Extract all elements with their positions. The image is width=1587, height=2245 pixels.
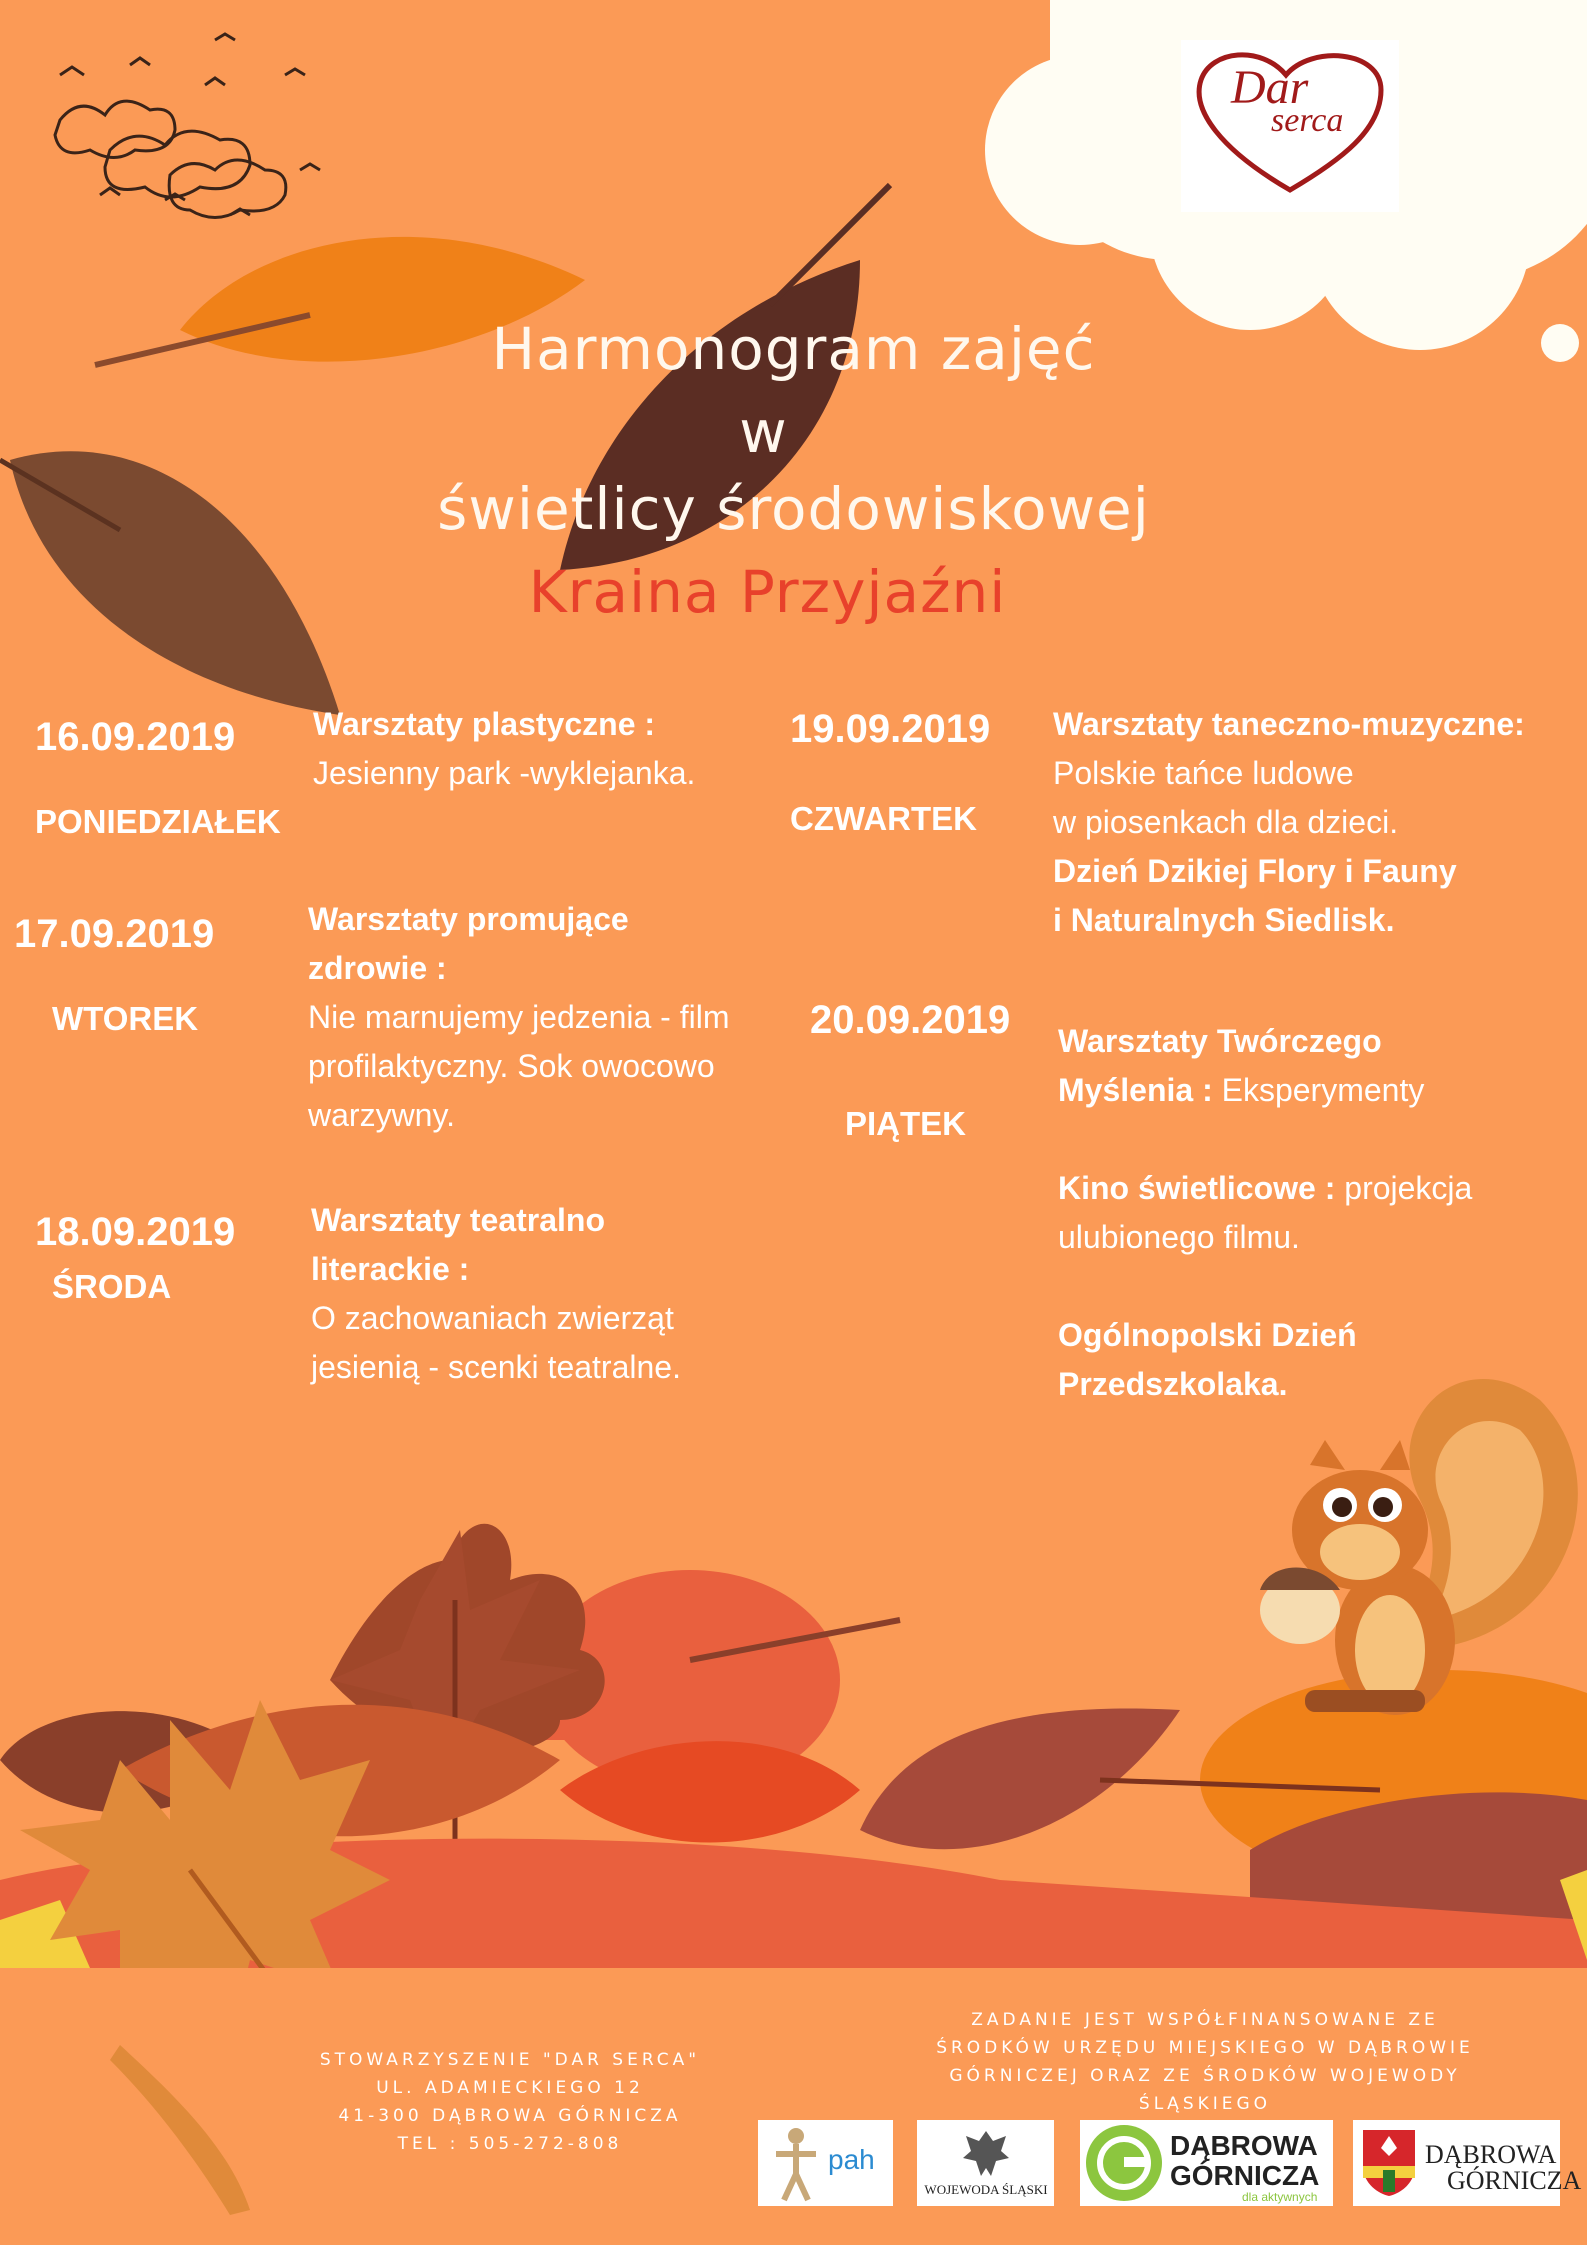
entry-line (1053, 896, 1525, 945)
entry-line (308, 1091, 729, 1140)
entry-line (1058, 1262, 1472, 1311)
title-line-2: w (739, 398, 788, 466)
eagle-icon (961, 2126, 1011, 2181)
entry-heading: zdrowie : (308, 950, 447, 986)
entry-text: profilaktyczny. Sok owocowo (308, 1048, 715, 1084)
day-friday: PIĄTEK (845, 1105, 967, 1142)
entry-tuesday (308, 895, 729, 1140)
entry-heading: Dzień Dzikiej Flory i Fauny (1053, 853, 1457, 889)
entry-line (1058, 1017, 1472, 1066)
dg-text-1: DĄBROWA (1170, 2130, 1318, 2161)
pah-text: pah (828, 2144, 875, 2175)
entry-thursday (1053, 700, 1525, 945)
entry-line (1058, 1213, 1472, 1262)
address-line: TEL : 505-272-808 (397, 2134, 623, 2154)
funding-line: ŚRODKÓW URZĘDU MIEJSKIEGO W DĄBROWIE (936, 2038, 1474, 2058)
entry-text: w piosenkach dla dzieci. (1053, 804, 1399, 840)
dabrowa-gornicza-aktywni-logo (1080, 2120, 1333, 2206)
date-friday: 20.09.2019 (810, 998, 1011, 1042)
dg2-text-2: GÓRNICZA (1447, 2166, 1582, 2195)
entry-line (308, 1042, 729, 1091)
entry-heading: Ogólnopolski Dzień (1058, 1317, 1357, 1353)
day-tuesday: WTOREK (52, 1000, 199, 1037)
address-line: 41-300 DĄBROWA GÓRNICZA (338, 2106, 682, 2126)
entry-heading: Przedszkolaka. (1058, 1366, 1288, 1402)
entry-line (1058, 1360, 1472, 1409)
entry-line (1053, 798, 1525, 847)
entry-heading: Warsztaty plastyczne : (313, 706, 656, 742)
entry-monday (313, 700, 695, 798)
entry-line (1058, 1164, 1472, 1213)
date-tuesday: 17.09.2019 (14, 912, 215, 956)
entry-heading: literackie : (311, 1251, 470, 1287)
entry-line (1058, 1311, 1472, 1360)
entry-wednesday (311, 1196, 681, 1392)
entry-line (1053, 749, 1525, 798)
day-wednesday: ŚRODA (52, 1268, 172, 1305)
funding-line: ŚLĄSKIEGO (1138, 2094, 1272, 2114)
dg-text-2: GÓRNICZA (1170, 2160, 1320, 2191)
date-monday: 16.09.2019 (35, 715, 236, 759)
entry-line (313, 700, 695, 749)
day-monday: PONIEDZIAŁEK (35, 803, 281, 840)
coat-of-arms-icon (1359, 2126, 1419, 2198)
entry-heading: Warsztaty taneczno-muzyczne: (1053, 706, 1525, 742)
date-thursday: 19.09.2019 (790, 707, 991, 751)
title-line-1: Harmonogram zajęć (491, 315, 1096, 383)
entry-heading: Warsztaty Twórczego (1058, 1023, 1382, 1059)
entry-text: O zachowaniach zwierząt (311, 1300, 674, 1336)
entry-line (1058, 1066, 1472, 1115)
dar-serca-logo (1181, 40, 1399, 212)
entry-heading: Warsztaty promujące (308, 901, 629, 937)
logo-text-serca: serca (1271, 102, 1344, 139)
entry-friday (1058, 1017, 1472, 1409)
funding-line: GÓRNICZEJ ORAZ ZE ŚRODKÓW WOJEWODY (949, 2066, 1461, 2086)
entry-line (313, 749, 695, 798)
wojewoda-text: WOJEWODA ŚLĄSKI (924, 2182, 1048, 2197)
entry-heading: Warsztaty teatralno (311, 1202, 605, 1238)
entry-line (308, 895, 729, 944)
entry-heading: i Naturalnych Siedlisk. (1053, 902, 1395, 938)
entry-text: Polskie tańce ludowe (1053, 755, 1354, 791)
entry-line (311, 1343, 681, 1392)
logo-text-dar: Dar (1231, 61, 1309, 114)
address-line: STOWARZYSZENIE "DAR SERCA" (319, 2050, 701, 2070)
funding-line: ZADANIE JEST WSPÓŁFINANSOWANE ZE (971, 2010, 1439, 2030)
entry-text: jesienią - scenki teatralne. (311, 1349, 681, 1385)
footer-address (300, 2046, 720, 2158)
entry-line (308, 944, 729, 993)
entry-text: Eksperymenty (1212, 1072, 1425, 1108)
footer-funding (880, 2006, 1530, 2118)
entry-line (1053, 847, 1525, 896)
entry-line (311, 1245, 681, 1294)
wojewoda-logo (917, 2120, 1054, 2206)
subtitle-kraina-przyjazni: Kraina Przyjaźni (528, 558, 1007, 626)
entry-line (311, 1294, 681, 1343)
title-line-3: świetlicy środowiskowej (437, 475, 1150, 543)
entry-line (1053, 700, 1525, 749)
day-thursday: CZWARTEK (790, 800, 977, 837)
address-line: UL. ADAMIECKIEGO 12 (376, 2078, 644, 2098)
entry-heading: Myślenia : (1058, 1072, 1213, 1108)
dg-icon (1084, 2123, 1164, 2203)
dg-tagline: dla aktywnych (1242, 2190, 1318, 2204)
pah-logo (758, 2120, 893, 2206)
entry-line (311, 1196, 681, 1245)
entry-heading: Kino świetlicowe : (1058, 1170, 1336, 1206)
figure-icon (766, 2124, 826, 2204)
entry-text: projekcja (1335, 1170, 1473, 1206)
entry-line (308, 993, 729, 1042)
entry-text: Jesienny park -wyklejanka. (313, 755, 696, 791)
entry-text: ulubionego filmu. (1058, 1219, 1300, 1255)
squirrel-illustration (1260, 1379, 1578, 1715)
date-wednesday: 18.09.2019 (35, 1210, 236, 1254)
dabrowa-gornicza-herb-logo (1353, 2120, 1582, 2206)
birds-sketch (55, 34, 320, 218)
entry-text: warzywny. (308, 1097, 455, 1133)
dg2-text-1: DĄBROWA (1425, 2140, 1557, 2169)
entry-text: Nie marnujemy jedzenia - film (308, 999, 730, 1035)
entry-line (1058, 1115, 1472, 1164)
